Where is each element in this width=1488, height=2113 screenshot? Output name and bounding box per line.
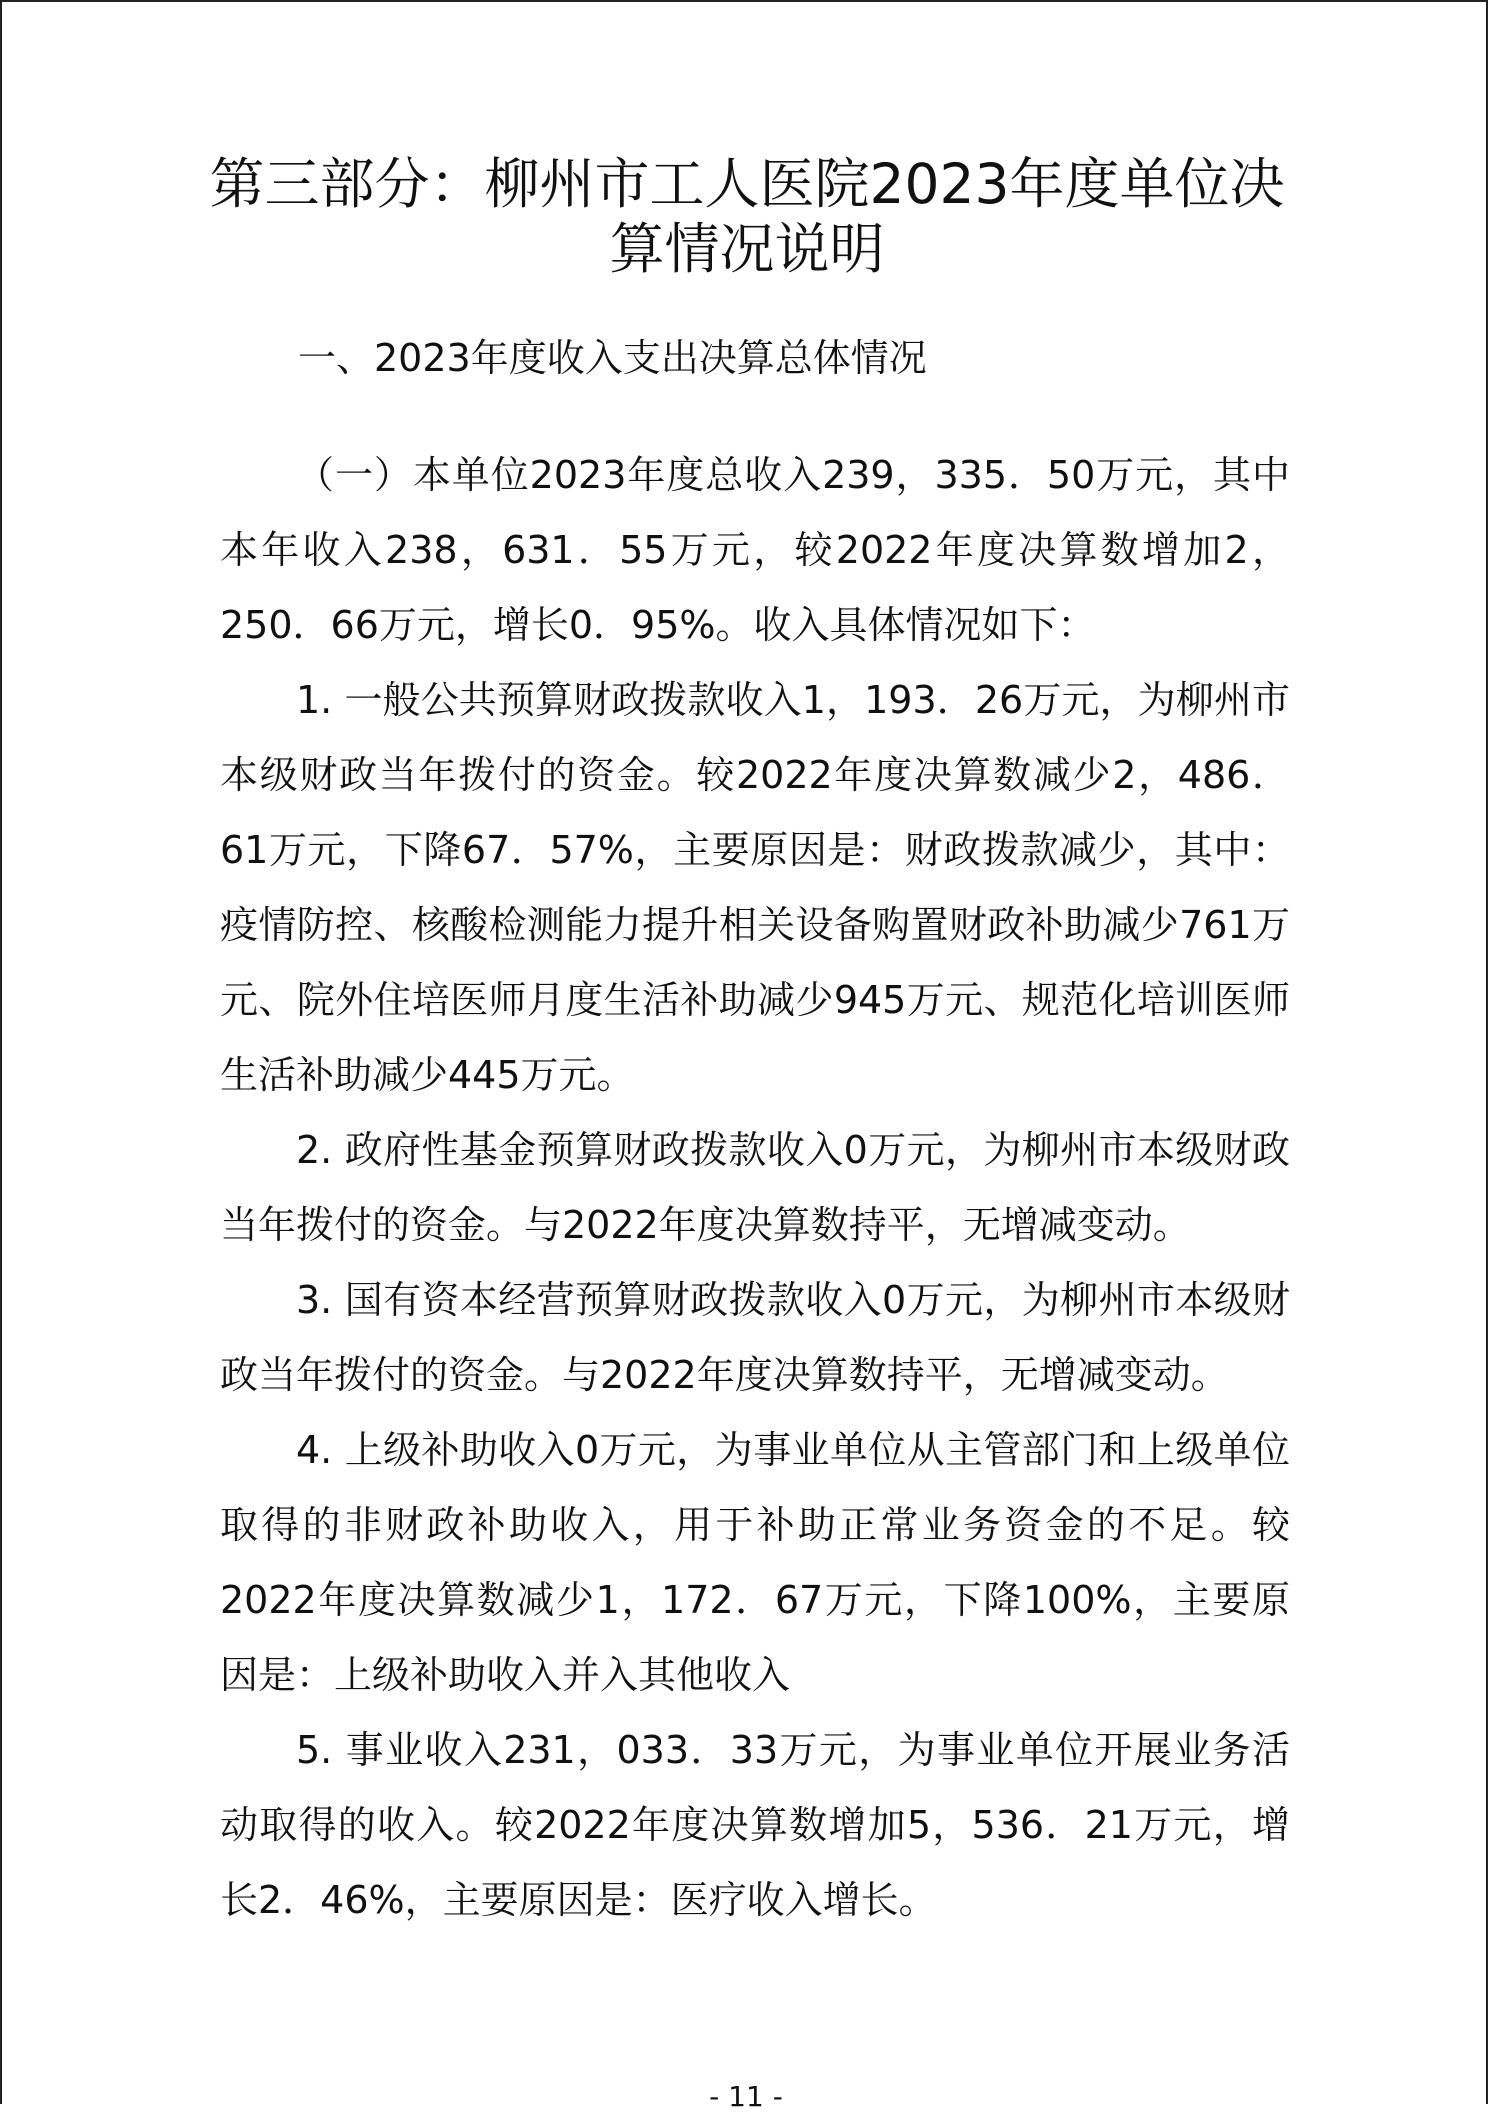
page-number: - 11 - (709, 2080, 783, 2113)
page-title: 第三部分：柳州市工人医院2023年度单位决算情况说明 (209, 152, 1285, 281)
section-heading: 一、2023年度收入支出决算总体情况 (298, 336, 927, 380)
paragraph-general-budget: 1. 一般公共预算财政拨款收入1，193．26万元，为柳州市本级财政当年拨付的资金。较2022年度决算数减少2，486．61万元，下降67．57%，主要原因是：财政拨款减少，其中：疫情防控、核酸检测能力提升相关设备购置财政补助减少761万元、院外住培医师月度生活补助减少945万元、规范化培训医师生活补助减少445万元。 (220, 678, 1290, 1097)
paragraph-business-income: 5. 事业收入231，033．33万元，为事业单位开展业务活动取得的收入。较2022年度决算数增加5，536．21万元，增长2．46%，主要原因是：医疗收入增长。 (220, 1728, 1290, 1922)
document-body (220, 438, 1290, 1938)
paragraph-total-income: （一）本单位2023年度总收入239，335．50万元，其中本年收入238，631．55万元，较2022年度决算数增加2，250．66万元，增长0．95%。收入具体情况如下： (220, 453, 1290, 647)
paragraph-gov-fund: 2. 政府性基金预算财政拨款收入0万元，为柳州市本级财政当年拨付的资金。与2022年度决算数持平，无增减变动。 (220, 1128, 1290, 1247)
paragraph-superior-subsidy: 4. 上级补助收入0万元，为事业单位从主管部门和上级单位取得的非财政补助收入，用于补助正常业务资金的不足。较2022年度决算数减少1，172．67万元，下降100%，主要原因是：上级补助收入并入其他收入 (220, 1428, 1290, 1697)
paragraph-state-capital: 3. 国有资本经营预算财政拨款收入0万元，为柳州市本级财政当年拨付的资金。与2022年度决算数持平，无增减变动。 (220, 1278, 1290, 1397)
